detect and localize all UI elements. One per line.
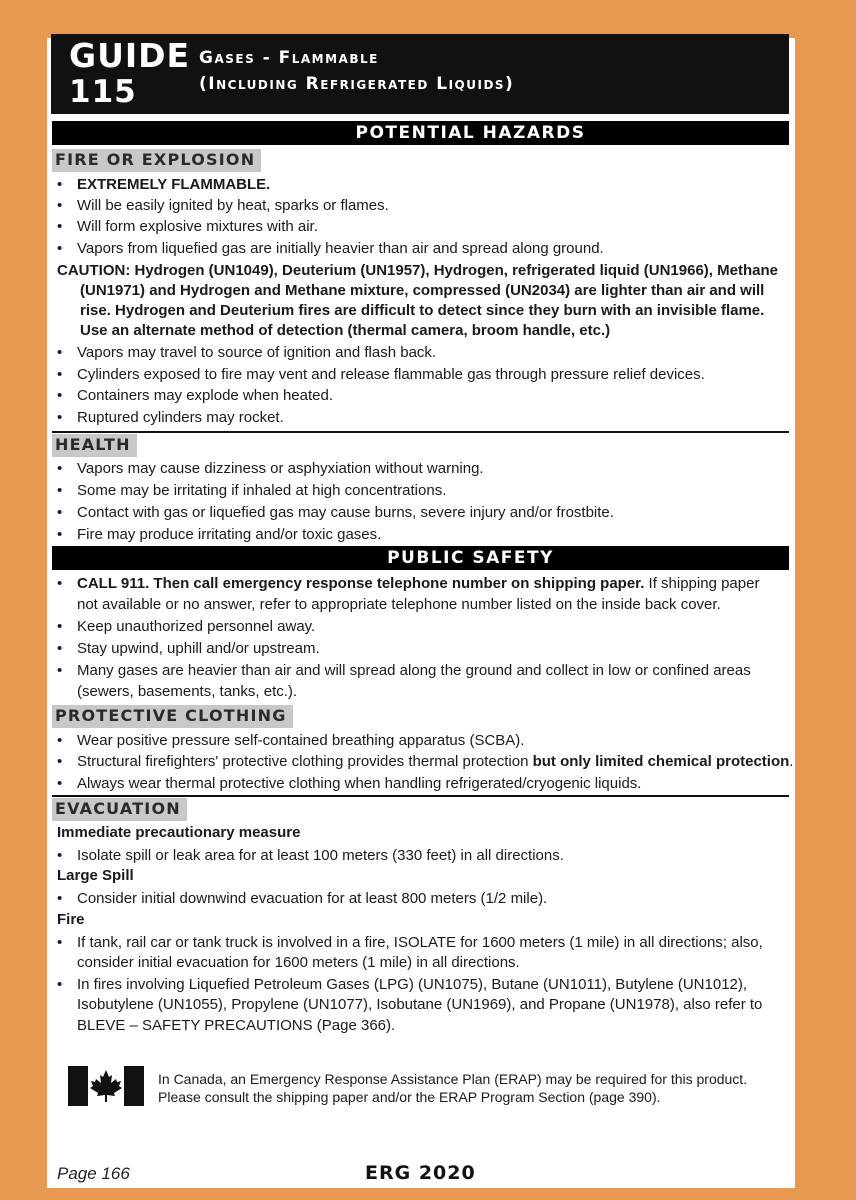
section-divider <box>52 431 789 433</box>
list-item-continuation: Isobutylene (UN1055), Propylene (UN1077), Isobutane (UN1969), and Propane (UN1978), also refer to <box>77 996 763 1013</box>
list-item-continuation: not available or no answer, refer to appropriate telephone number listed on the inside back cover. <box>77 596 721 613</box>
caution-line: CAUTION: Hydrogen (UN1049), Deuterium (UN1957), Hydrogen, refrigerated liquid (UN1966), Methane <box>57 262 778 279</box>
bullet-icon: • <box>57 218 63 235</box>
public-safety-bar <box>52 546 789 570</box>
guide-content: POTENTIAL HAZARDS FIRE OR EXPLOSION • EXTREMELY FLAMMABLE. • Will be easily ignited by heat, sparks or flames. • Will form explosive mixtures with air. • Vapors from liquefied gas are initially heavier than air and spread along ground. CAUTION: Hydrogen (UN1049), Deuterium (UN1957), Hydrogen, refrigerated liquid (UN1966), Methane (UN1971) and Hydrogen and Methane mixture, compressed (UN2034) are lighter than air and will rise. Hydrogen and Deuterium fires are difficult to detect since they burn with an invisible flame. Use an alternate method of detection (thermal camera, broom handle, etc.) • Vapors may travel to source of ignition and flash back. • Cylinders exposed to fire may vent and release flammable gas through pressure relief devices. • Containers may explode when heated. • Ruptured cylinders may rocket. HEALTH • Vapors may cause dizziness or asphyxiation without warning. • Some may be irritating if inhaled at high concentrations. • Contact with gas or liquefied gas may cause burns, severe injury and/or frostbite. • Fire may produce irritating and/or toxic gases. PUBLIC SAFETY • CALL 911. Then call emergency response telephone number on shipping paper. If shipping paper not available or no answer, refer to appropriate telephone number listed on the inside back cover. • Keep unauthorized personnel away. • Stay upwind, uphill and/or upstream. • Many gases are heavier than air and will spread along the ground and collect in low or confined areas (sewers, basements, tanks, etc.). PROTECTIVE CLOTHING • Wear positive pressure self-contained breathing apparatus (SCBA). • Structural firefighters' protective clothing provides thermal protection but only limited chemical protection. • Always wear thermal protective clothing when handling refrigerated/cryogenic liquids. EVACUATION Immediate precautionary measure • Isolate spill or leak area for at least 100 meters (330 feet) in all directions. Large Spill • Consider initial downwind evacuation for at least 800 meters (1/2 mile). Fire • If tank, rail car or tank truck is involved in a fire, ISOLATE for 1600 meters (1 mile) in all directions; also, consider initial evacuation for 1600 meters (1 mile) in all directions. • In fires involving Liquefied Petroleum Gases (LPG) (UN1075), Butane (UN1011), Butylene (UN1012), Isobutylene (UN1055), Propylene (UN1077), Isobutane (UN1969), and Propane (UN1978), also refer to BLEVE – SAFETY PRECAUTIONS (Page 366). In Canada, an Emergency Response Assistance Plan (ERAP) may be required for this product. Please consult the shipping paper and/or the ERAP Program Section (page 390). Page 166 ERG 2020 <box>0 0 856 1200</box>
bullet-icon: • <box>57 504 63 521</box>
list-item-continuation: consider initial evacuation for 1600 meters (1 mile) in all directions. <box>77 954 520 971</box>
bullet-icon: • <box>57 197 63 214</box>
large-spill-label: Large Spill <box>57 867 134 884</box>
caution-line: (UN1971) and Hydrogen and Methane mixture, compressed (UN2034) are lighter than air and will <box>80 282 765 299</box>
canada-erap-note-line2: Please consult the shipping paper and/or the ERAP Program Section (page 390). <box>158 1089 661 1105</box>
bullet-icon: • <box>57 753 63 770</box>
bullet-icon: • <box>57 409 63 426</box>
bullet-icon: • <box>57 976 63 993</box>
immediate-measure-label: Immediate precautionary measure <box>57 824 301 841</box>
bullet-icon: • <box>57 526 63 543</box>
public-safety-title: PUBLIC SAFETY <box>387 548 554 568</box>
potential-hazards-title: POTENTIAL HAZARDS <box>355 123 586 143</box>
guide-title-line1: Gases - Flammable <box>199 48 379 68</box>
list-item-continuation: BLEVE – SAFETY PRECAUTIONS (Page 366). <box>77 1017 396 1034</box>
bullet-icon: • <box>57 890 63 907</box>
edition-label: ERG 2020 <box>365 1162 476 1184</box>
bullet-icon: • <box>57 344 63 361</box>
protective-clothing-heading: PROTECTIVE CLOTHING <box>52 705 293 728</box>
fire-explosion-heading: FIRE OR EXPLOSION <box>52 149 261 172</box>
health-heading: HEALTH <box>52 434 137 457</box>
bullet-icon: • <box>57 387 63 404</box>
fire-label: Fire <box>57 911 85 928</box>
bullet-icon: • <box>57 366 63 383</box>
evacuation-heading: EVACUATION <box>52 798 187 821</box>
guide-number: 115 <box>69 74 137 110</box>
section-divider <box>52 795 789 797</box>
guide-title-line2: (Including Refrigerated Liquids) <box>199 74 515 94</box>
bullet-icon: • <box>57 575 63 592</box>
guide-label: GUIDE <box>69 36 191 75</box>
bullet-icon: • <box>57 240 63 257</box>
bullet-icon: • <box>57 662 63 679</box>
caution-line: rise. Hydrogen and Deuterium fires are difficult to detect since they burn with an invisible flame. <box>80 302 765 319</box>
caution-line: Use an alternate method of detection (thermal camera, broom handle, etc.) <box>80 322 611 339</box>
call-911-instruction: CALL 911. Then call emergency response telephone number on shipping paper. <box>77 575 645 592</box>
bullet-icon: • <box>57 482 63 499</box>
bullet-icon: • <box>57 618 63 635</box>
bullet-icon: • <box>57 460 63 477</box>
bullet-icon: • <box>57 934 63 951</box>
page-number: Page 166 <box>57 1164 130 1183</box>
bullet-icon: • <box>57 847 63 864</box>
bullet-icon: • <box>57 640 63 657</box>
canada-erap-note-line1: In Canada, an Emergency Response Assistance Plan (ERAP) may be required for this product. <box>158 1071 748 1087</box>
canada-flag-icon <box>68 1066 144 1106</box>
bullet-icon: • <box>57 732 63 749</box>
bullet-icon: • <box>57 176 63 193</box>
list-item-continuation: (sewers, basements, tanks, etc.). <box>77 683 298 700</box>
bullet-icon: • <box>57 775 63 792</box>
potential-hazards-bar <box>52 121 789 145</box>
